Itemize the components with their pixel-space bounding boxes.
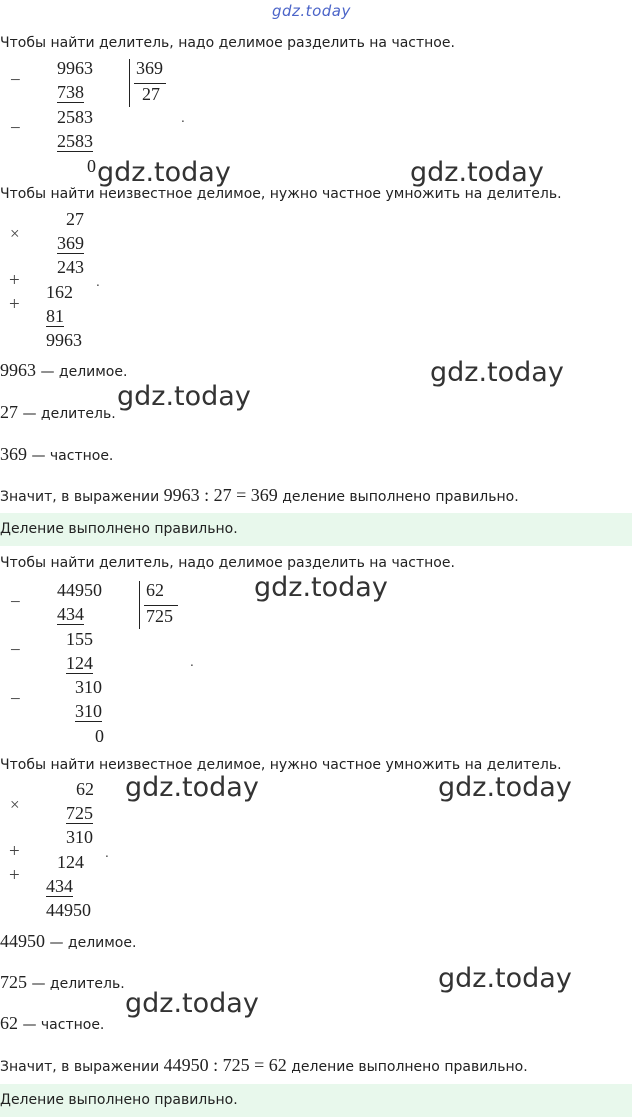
watermark: gdz.today <box>254 572 388 603</box>
dividend-line: 44950 — делимое. <box>0 931 137 951</box>
dividend: 9963 <box>57 58 93 78</box>
remainder: 310 <box>75 677 102 697</box>
subtrahend: 434 <box>57 604 84 624</box>
plus-sign: + <box>9 294 20 315</box>
watermark: gdz.today <box>117 381 251 412</box>
watermark: gdz.today <box>125 988 259 1019</box>
partial-product: 310 <box>66 827 93 847</box>
divisor: 62 <box>146 580 164 600</box>
minus-sign: − <box>10 592 21 613</box>
subtrahend: 310 <box>75 701 102 721</box>
division-bar <box>129 59 130 107</box>
minus-sign: − <box>10 689 21 710</box>
product: 9963 <box>46 330 82 350</box>
remainder: 0 <box>95 726 104 746</box>
factor: 62 <box>76 779 94 799</box>
answer-box-2 <box>0 1084 632 1117</box>
factor: 725 <box>66 803 93 823</box>
dividend-line: 9963 — делимое. <box>0 360 128 380</box>
factor: 369 <box>57 233 84 253</box>
answer-text: Деление выполнено правильно. <box>0 1092 238 1108</box>
factor: 27 <box>66 209 84 229</box>
dot-mark: . <box>96 275 100 289</box>
dot-mark: . <box>190 655 194 669</box>
subtrahend: 124 <box>66 653 93 673</box>
divisor: 369 <box>136 58 163 78</box>
division-heading-2: Чтобы найти делитель, надо делимое разделить на частное. <box>0 555 455 571</box>
partial-product: 434 <box>46 876 73 896</box>
minus-sign: − <box>10 70 21 91</box>
division-heading-1: Чтобы найти делитель, надо делимое разделить на частное. <box>0 35 455 51</box>
watermark: gdz.today <box>438 772 572 803</box>
quotient-line-text: 369 — частное. <box>0 444 114 464</box>
watermark: gdz.today <box>438 963 572 994</box>
times-sign: × <box>10 224 20 243</box>
remainder: 155 <box>66 629 93 649</box>
dot-mark: . <box>105 846 109 860</box>
watermark: gdz.today <box>125 772 259 803</box>
partial-product: 124 <box>57 852 84 872</box>
partial-product: 81 <box>46 306 64 326</box>
remainder: 0 <box>87 156 96 176</box>
remainder: 2583 <box>57 107 93 127</box>
answer-box-1 <box>0 513 632 546</box>
conclusion-1: Значит, в выражении 9963 : 27 = 369 деление выполнено правильно. <box>0 485 519 505</box>
subtrahend: 2583 <box>57 131 93 151</box>
quotient-line-text: 62 — частное. <box>0 1013 105 1033</box>
multiplication-heading-1: Чтобы найти неизвестное делимое, нужно частное умножить на делитель. <box>0 186 562 202</box>
watermark: gdz.today <box>97 157 231 188</box>
dividend: 44950 <box>57 580 102 600</box>
plus-sign: + <box>9 841 20 862</box>
quotient: 725 <box>146 606 173 626</box>
plus-sign: + <box>9 270 20 291</box>
plus-sign: + <box>9 865 20 886</box>
partial-product: 162 <box>46 282 73 302</box>
multiplication-heading-2: Чтобы найти неизвестное делимое, нужно частное умножить на делитель. <box>0 757 562 773</box>
minus-sign: − <box>10 118 21 139</box>
division-bar <box>139 581 140 629</box>
quotient: 27 <box>142 84 160 104</box>
watermark: gdz.today <box>430 357 564 388</box>
divisor-line: 725 — делитель. <box>0 972 125 992</box>
times-sign: × <box>10 795 20 814</box>
answer-text: Деление выполнено правильно. <box>0 521 238 537</box>
divisor-line: 27 — делитель. <box>0 402 116 422</box>
watermark: gdz.today <box>410 157 544 188</box>
site-logo: gdz.today <box>272 2 351 20</box>
minus-sign: − <box>10 640 21 661</box>
conclusion-2: Значит, в выражении 44950 : 725 = 62 деление выполнено правильно. <box>0 1055 528 1075</box>
dot-mark: . <box>181 111 185 125</box>
partial-product: 243 <box>57 257 84 277</box>
subtrahend: 738 <box>57 82 84 102</box>
product: 44950 <box>46 900 91 920</box>
